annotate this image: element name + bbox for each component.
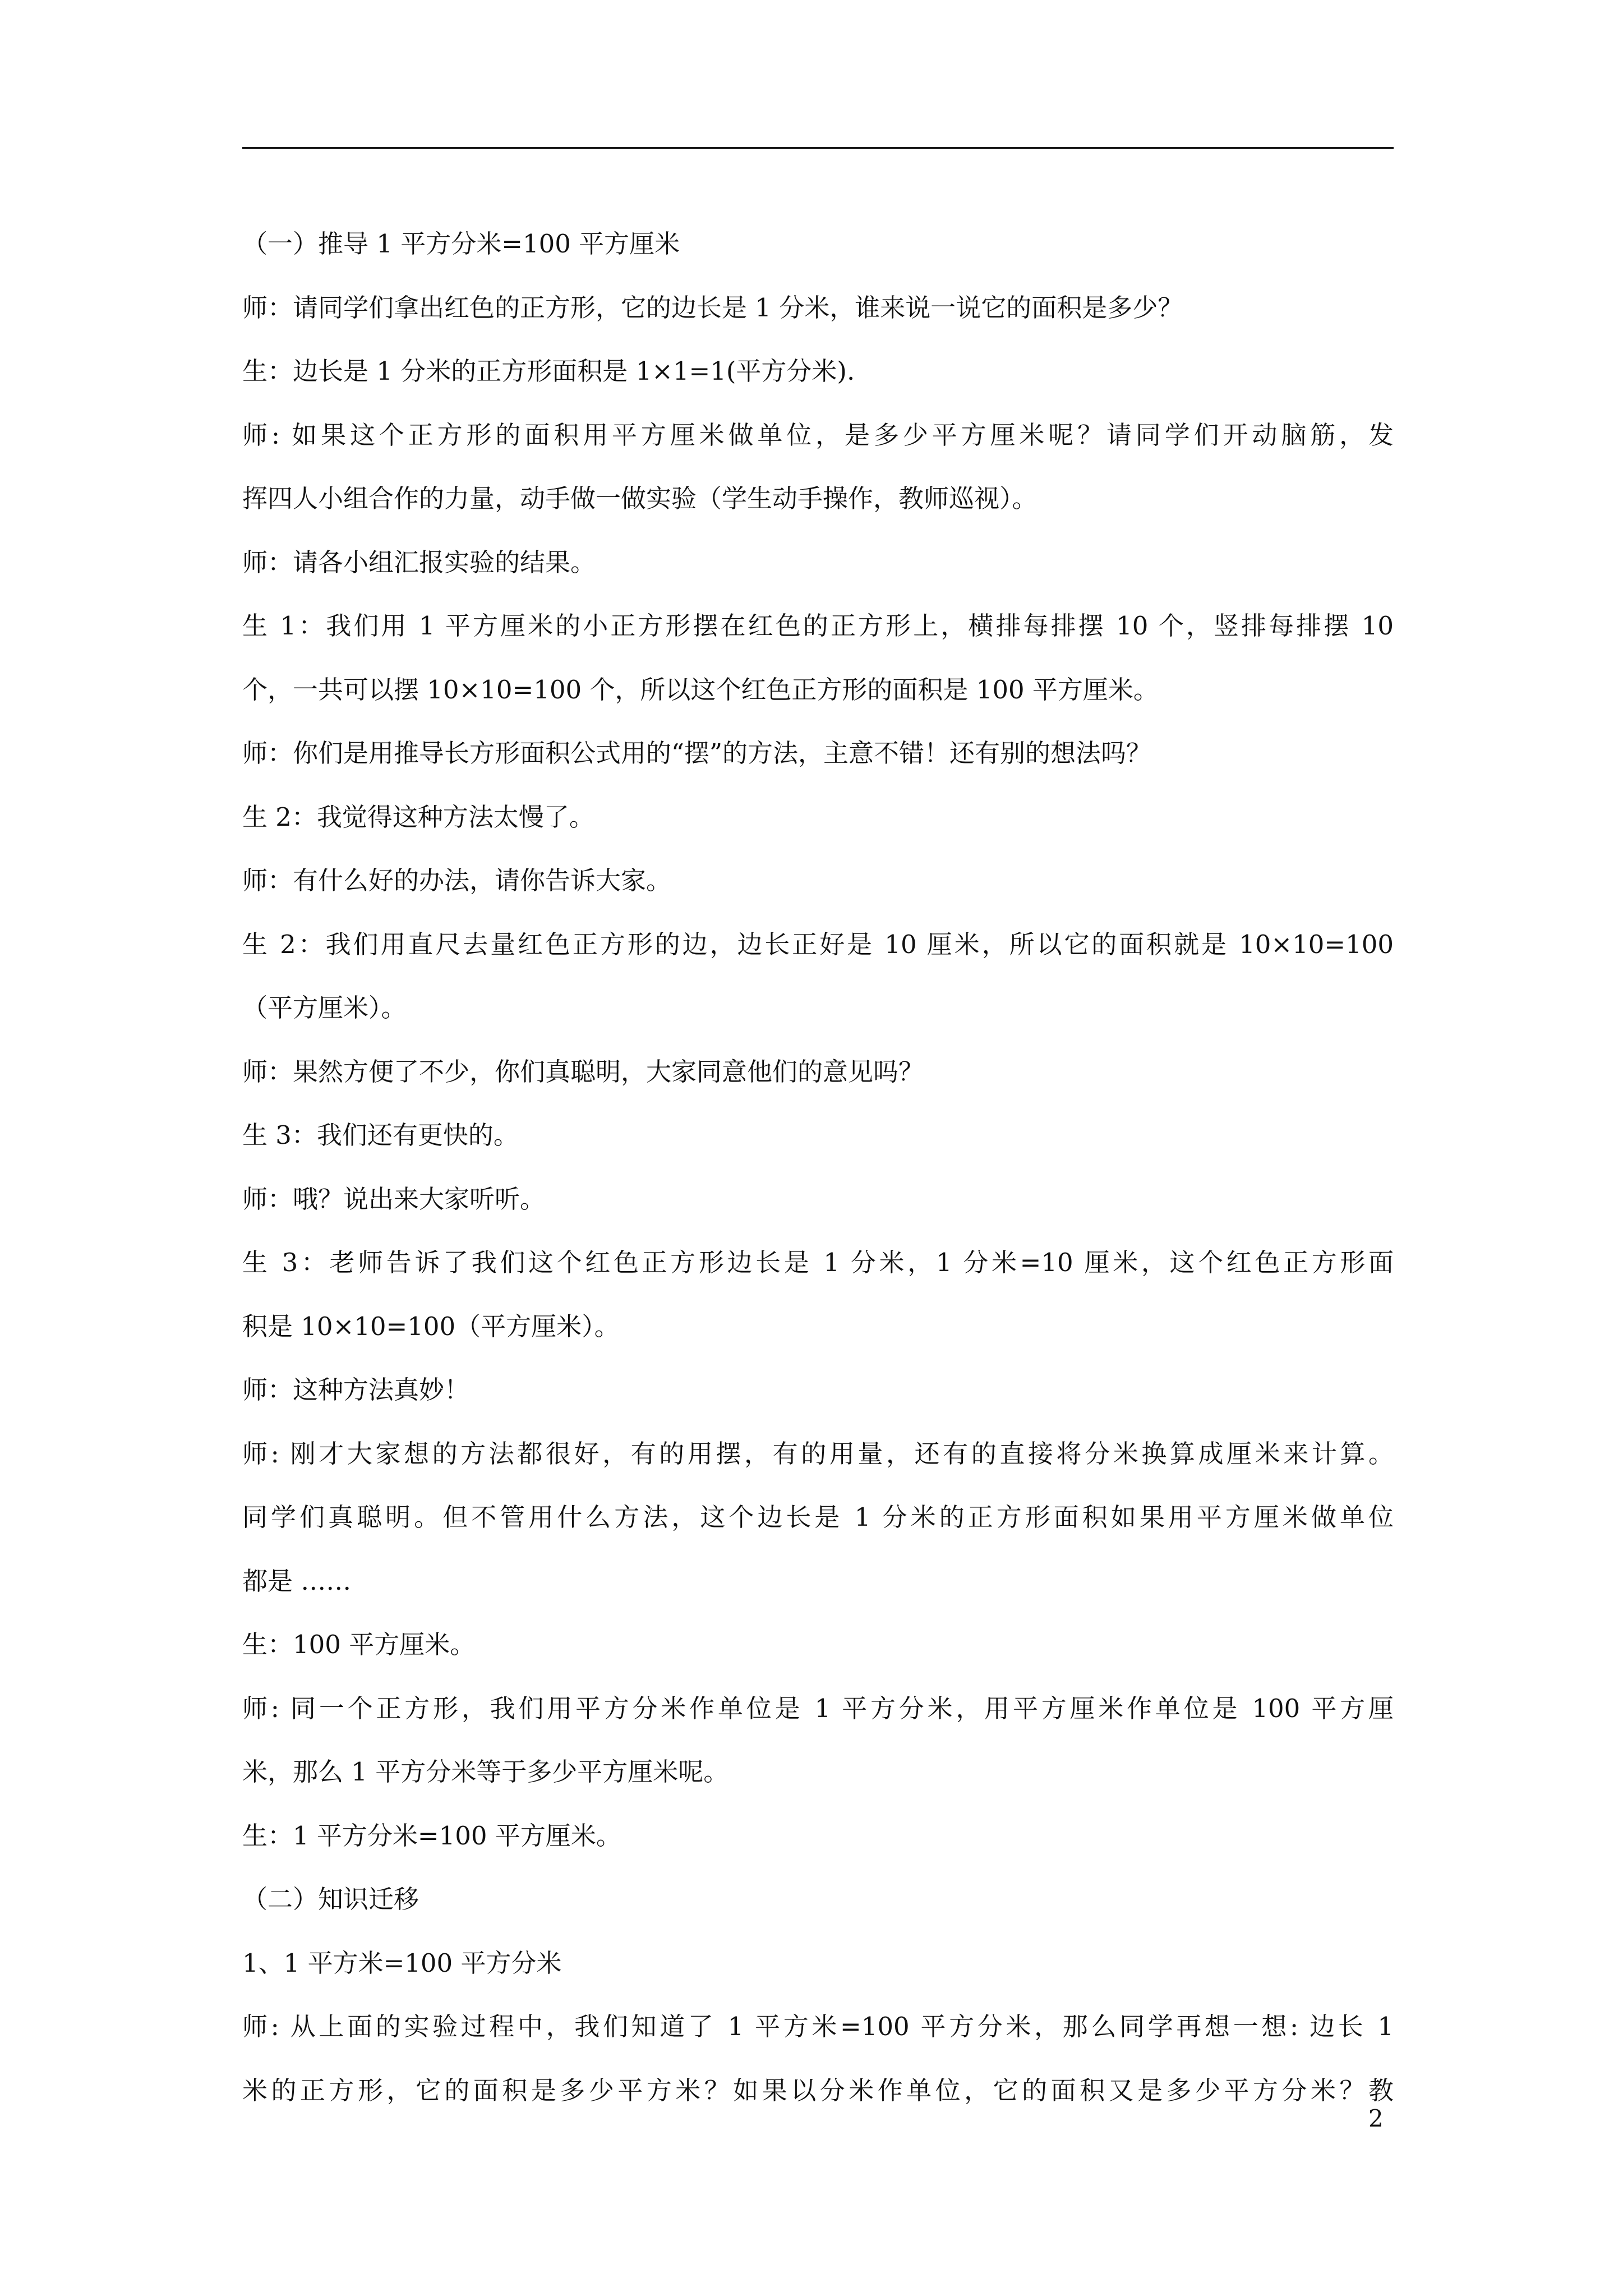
text-line: 师：有什么好的办法，请你告诉大家。 bbox=[242, 866, 672, 895]
text-line: 米的正方形，它的面积是多少平方米？如果以分米作单位，它的面积又是多少平方分米？教 bbox=[242, 2075, 1394, 2105]
text-line: 个，一共可以摆 10×10=100 个，所以这个红色正方形的面积是 100 平方厘米。 bbox=[242, 674, 1159, 705]
text-line: 生 2：我觉得这种方法太慢了。 bbox=[242, 802, 594, 832]
text-line: 师：果然方便了不少，你们真聪明，大家同意他们的意见吗？ bbox=[242, 1056, 924, 1087]
text-line: 师: 同一个正方形，我们用平方分米作单位是 1 平方分米，用平方厘米作单位是 100 平方厘 bbox=[242, 1693, 1394, 1723]
text-line: 挥四人小组合作的力量，动手做一做实验（学生动手操作，教师巡视）。 bbox=[242, 484, 1038, 513]
text-line: 师：这种方法真妙！ bbox=[242, 1375, 470, 1405]
text-line: 生：100 平方厘米。 bbox=[242, 1630, 476, 1659]
text-line: （平方厘米）。 bbox=[242, 993, 407, 1023]
text-line: 生 1：我们用 1 平方厘米的小正方形摆在红色的正方形上，横排每排摆 10 个，竖排每排摆 10 bbox=[242, 611, 1394, 641]
text-line: 生 3：老师告诉了我们这个红色正方形边长是 1 分米，1 分米=10 厘米，这个红色正方形面 bbox=[242, 1248, 1394, 1277]
text-line: 同学们真聪明。但不管用什么方法，这个边长是 1 分米的正方形面积如果用平方厘米做单位 bbox=[242, 1502, 1394, 1532]
section-heading: （一）推导 1 平方分米=100 平方厘米 bbox=[242, 229, 680, 259]
text-line: 师：哦？说出来大家听听。 bbox=[242, 1184, 546, 1214]
header-rule bbox=[242, 147, 1394, 149]
text-line: 生 3：我们还有更快的。 bbox=[242, 1120, 519, 1150]
subsection-heading: 1、1 平方米=100 平方分米 bbox=[242, 1948, 562, 1978]
text-line: 生：边长是 1 分米的正方形面积是 1×1=1(平方分米). bbox=[242, 356, 855, 386]
text-line: 生：1 平方分米=100 平方厘米。 bbox=[242, 1820, 621, 1851]
text-line: 师：请各小组汇报实验的结果。 bbox=[242, 547, 596, 577]
text-line: 师: 从上面的实验过程中，我们知道了 1 平方米=100 平方分米，那么同学再想一想: 边长 1 bbox=[242, 2012, 1394, 2041]
page-number: 2 bbox=[1368, 2105, 1384, 2132]
text-line: 都是 …… bbox=[242, 1566, 352, 1596]
document-body bbox=[242, 212, 1394, 2122]
text-line: 师: 如果这个正方形的面积用平方厘米做单位，是多少平方厘米呢？请同学们开动脑筋，发 bbox=[242, 420, 1394, 450]
text-line: 米，那么 1 平方分米等于多少平方厘米呢。 bbox=[242, 1757, 729, 1787]
text-line: 师：你们是用推导长方形面积公式用的“摆”的方法，主意不错！还有别的想法吗？ bbox=[242, 738, 1152, 768]
section-heading: （二）知识迁移 bbox=[242, 1884, 419, 1914]
text-line: 积是 10×10=100（平方厘米）。 bbox=[242, 1311, 620, 1341]
text-line: 师: 刚才大家想的方法都很好，有的用摆，有的用量，还有的直接将分米换算成厘米来计算。 bbox=[242, 1438, 1394, 1469]
text-line: 生 2：我们用直尺去量红色正方形的边，边长正好是 10 厘米，所以它的面积就是 10×10=100 bbox=[242, 929, 1394, 959]
text-line: 师：请同学们拿出红色的正方形，它的边长是 1 分米，谁来说一说它的面积是多少？ bbox=[242, 292, 1183, 323]
